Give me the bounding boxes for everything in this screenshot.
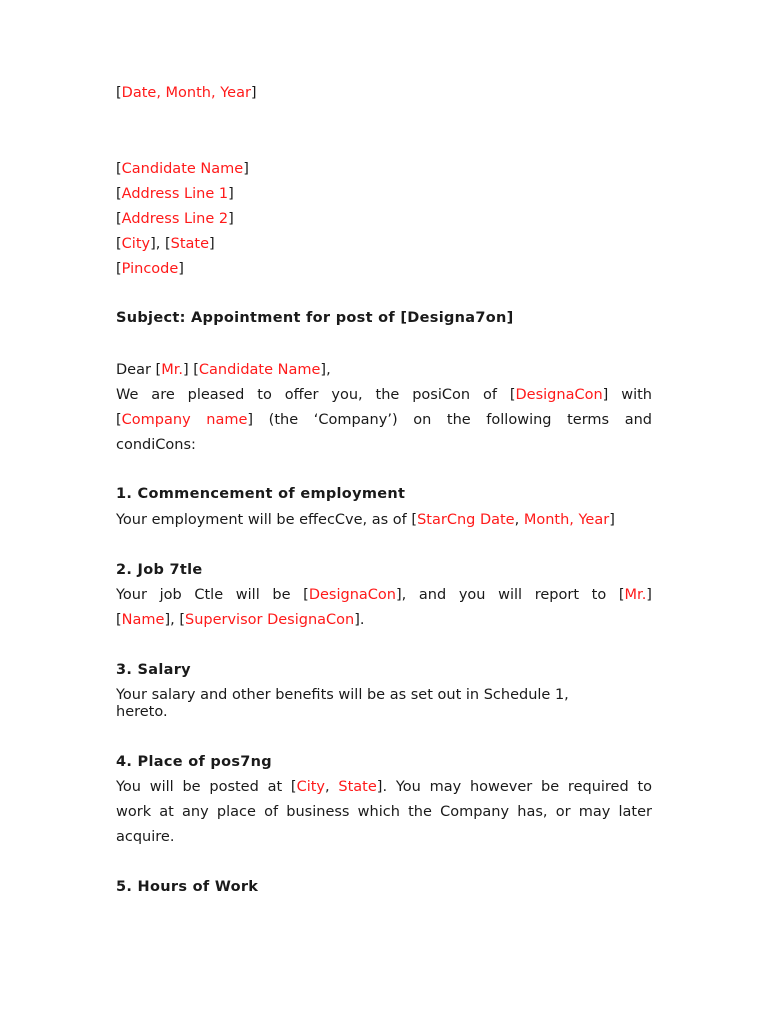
city-placeholder: City xyxy=(121,236,151,252)
report-title-placeholder: Mr. xyxy=(624,587,647,603)
state-placeholder: State xyxy=(170,236,210,252)
section-4-line-2: work at any place of business which the Company has, or may later xyxy=(116,804,652,820)
section-1-text: Your employment will be effecCve, as of [StarCng Date, Month, Year] xyxy=(116,512,615,528)
intro-text-2: (the ‘Company’) on the following terms and xyxy=(268,412,652,428)
section-2-text-a: Your job Ctle will be xyxy=(116,587,291,603)
address-line-2: [Address Line 2] xyxy=(116,211,234,227)
section-2-line-2: [Name], [Supervisor DesignaCon]. xyxy=(116,612,365,628)
section-5-heading: 5. Hours of Work xyxy=(116,879,259,895)
intro-company: Company name xyxy=(121,412,248,428)
candidate-name-placeholder: Candidate Name xyxy=(121,161,244,177)
posting-city-placeholder: City xyxy=(296,779,326,795)
salutation: Dear [Mr.] [Candidate Name], xyxy=(116,362,331,378)
subject-heading: Subject: Appointment for post of [Designa7on] xyxy=(116,310,514,326)
supervisor-designation-placeholder: Supervisor DesignaCon xyxy=(185,612,355,628)
intro-designation: DesignaCon xyxy=(515,387,603,403)
city-state-line: [City], [State] xyxy=(116,236,215,252)
salutation-prefix: Dear xyxy=(116,362,156,378)
intro-line-1: We are pleased to offer you, the posiCon of [DesignaCon] with xyxy=(116,387,652,403)
section-1-heading: 1. Commencement of employment xyxy=(116,486,406,502)
section-2-line-1: Your job Ctle will be [DesignaCon], and you will report to [Mr.] xyxy=(116,587,652,603)
candidate-name-line: [Candidate Name] xyxy=(116,161,249,177)
section-3-line-2: hereto. xyxy=(116,704,168,720)
section-3-line-1: Your salary and other benefits will be as set out in Schedule 1, xyxy=(116,687,569,703)
date-placeholder: Date, Month, Year xyxy=(121,85,251,101)
address-2-placeholder: Address Line 2 xyxy=(121,211,229,227)
job-designation-placeholder: DesignaCon xyxy=(308,587,396,603)
section-4-text-a: You will be posted at xyxy=(116,779,291,795)
date-line: [Date, Month, Year] xyxy=(116,85,257,101)
start-date-placeholder: StarCng Date xyxy=(417,512,515,528)
pincode-line: [Pincode] xyxy=(116,261,184,277)
section-2-text-b: , and you will report to xyxy=(401,587,607,603)
section-4-text-b: ]. You may however be required to xyxy=(376,779,653,795)
intro-line-3: condiCons: xyxy=(116,437,196,453)
intro-with: with xyxy=(621,387,652,403)
address-1-placeholder: Address Line 1 xyxy=(121,186,229,202)
section-4-heading: 4. Place of pos7ng xyxy=(116,754,272,770)
section-4-line-3: acquire. xyxy=(116,829,175,845)
salutation-name: Candidate Name xyxy=(198,362,321,378)
section-1-text-a: Your employment will be effecCve, as of xyxy=(116,512,412,528)
supervisor-name-placeholder: Name xyxy=(121,612,165,628)
salutation-title: Mr. xyxy=(161,362,183,378)
start-month-placeholder: Month, Year xyxy=(523,512,610,528)
intro-line-2: [Company name] (the ‘Company’) on the following terms and xyxy=(116,412,652,428)
section-2-heading: 2. Job 7tle xyxy=(116,562,203,578)
pincode-placeholder: Pincode xyxy=(121,261,179,277)
intro-text-1: We are pleased to offer you, the posiCon of xyxy=(116,387,497,403)
section-4-line-1: You will be posted at [City, State]. You may however be required to xyxy=(116,779,653,795)
section-3-heading: 3. Salary xyxy=(116,662,191,678)
posting-state-placeholder: State xyxy=(338,779,377,795)
address-line-1: [Address Line 1] xyxy=(116,186,234,202)
